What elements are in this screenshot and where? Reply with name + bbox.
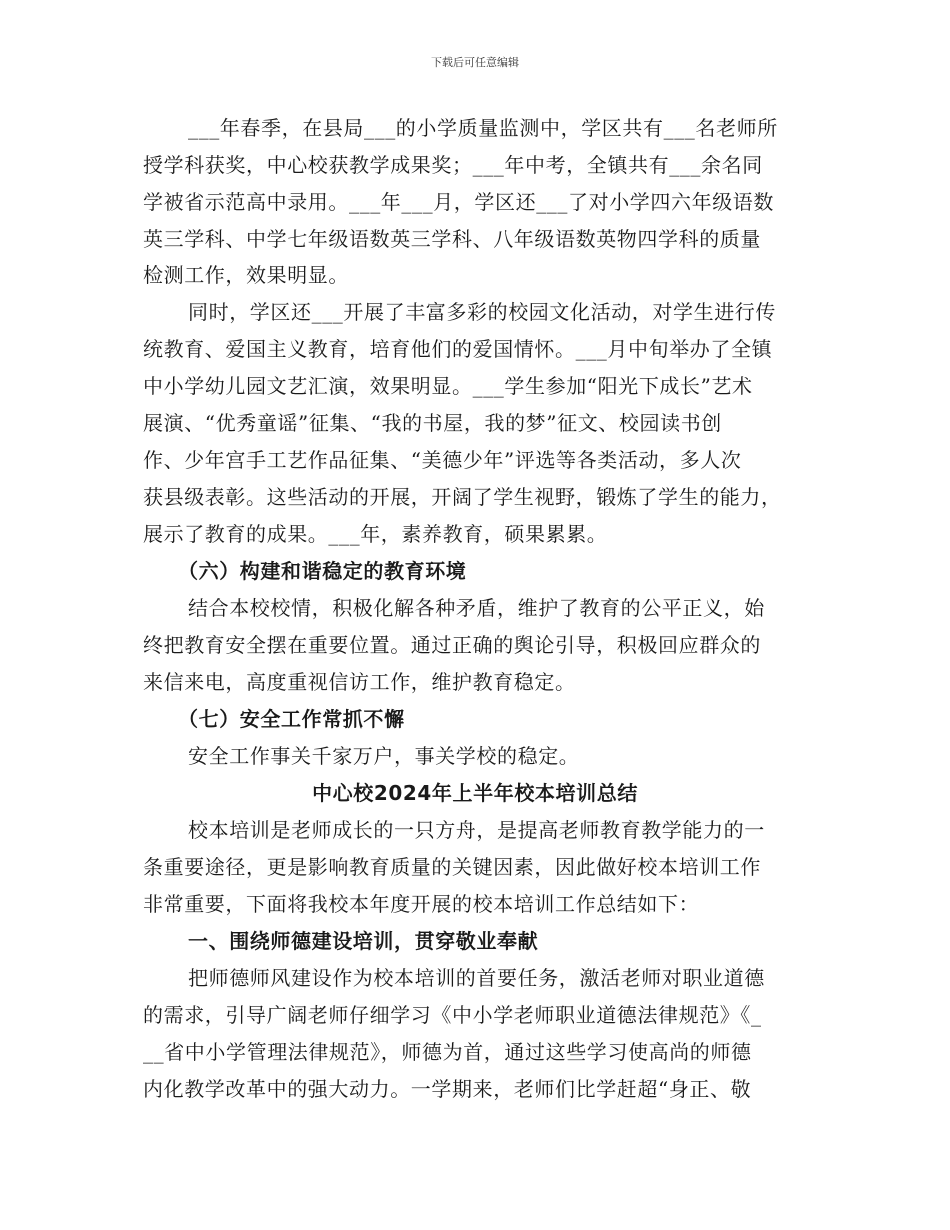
paragraph-line: 非常重要，下面将我校本年度开展的校本培训工作总结如下：	[143, 892, 700, 916]
paragraph-line: 作、少年宫手工艺作品征集、“美德少年”评选等各类活动，多人次	[143, 448, 742, 472]
paragraph-line: 把师德师风建设作为校本培训的首要任务，激活老师对职业道德	[188, 966, 765, 990]
paragraph-line: 同时，学区还___开展了丰富多彩的校园文化活动，对学生进行传	[188, 300, 776, 324]
paragraph-line: 中小学幼儿园文艺汇演，效果明显。___学生参加“阳光下成长”艺术	[143, 374, 753, 398]
paragraph-line: 终把教育安全摆在重要位置。通过正确的舆论引导，积极回应群众的	[143, 633, 761, 657]
paragraph-line: 授学科获奖，中心校获教学成果奖；___年中考，全镇共有___余名同	[143, 153, 763, 177]
paragraph-line: __省中小学管理法律规范》，师德为首，通过这些学习使高尚的师德	[143, 1040, 752, 1064]
paragraph-line: 展演、“优秀童谣”征集、“我的书屋，我的梦”征文、校园读书创	[143, 411, 722, 435]
paragraph-line: 内化教学改革中的强大动力。一学期来，老师们比学赶超“身正、敬	[143, 1077, 752, 1101]
section-heading: 一、围绕师德建设培训，贯穿敬业奉献	[188, 929, 539, 953]
paragraph-line: 安全工作事关千家万户，事关学校的稳定。	[188, 744, 580, 768]
paragraph-line: 英三学科、中学七年级语数英三学科、八年级语数英物四学科的质量	[143, 227, 761, 251]
paragraph-line: 展示了教育的成果。___年，素养教育，硕果累累。	[143, 522, 608, 546]
paragraph-line: 的需求，引导广阔老师仔细学习《中小学老师职业道德法律规范》《_	[143, 1003, 762, 1027]
paragraph-line: 结合本校校情，积极化解各种矛盾，维护了教育的公平正义，始	[188, 596, 765, 620]
header-note: 下载后可任意编辑	[431, 56, 519, 69]
paragraph-line: 检测工作，效果明显。	[143, 263, 349, 287]
section-heading: （七）安全工作常抓不懈	[178, 707, 405, 731]
paragraph-line: 统教育、爱国主义教育，培育他们的爱国情怀。___月中旬举办了全镇	[143, 337, 773, 361]
document-title: 中心校2024年上半年校本培训总结	[312, 781, 638, 805]
paragraph-line: 条重要途径，更是影响教育质量的关键因素，因此做好校本培训工作	[143, 855, 761, 879]
paragraph-line: 学被省示范高中录用。___年___月，学区还___了对小学四六年级语数	[143, 190, 774, 214]
paragraph-line: 获县级表彰。这些活动的开展，开阔了学生视野，锻炼了学生的能力，	[143, 485, 782, 509]
paragraph-line: 校本培训是老师成长的一只方舟，是提高老师教育教学能力的一	[188, 818, 765, 842]
paragraph-line: 来信来电，高度重视信访工作，维护教育稳定。	[143, 670, 576, 694]
section-heading: （六）构建和谐稳定的教育环境	[178, 559, 467, 583]
paragraph-line: ___年春季，在县局___的小学质量监测中，学区共有___名老师所	[188, 116, 778, 140]
